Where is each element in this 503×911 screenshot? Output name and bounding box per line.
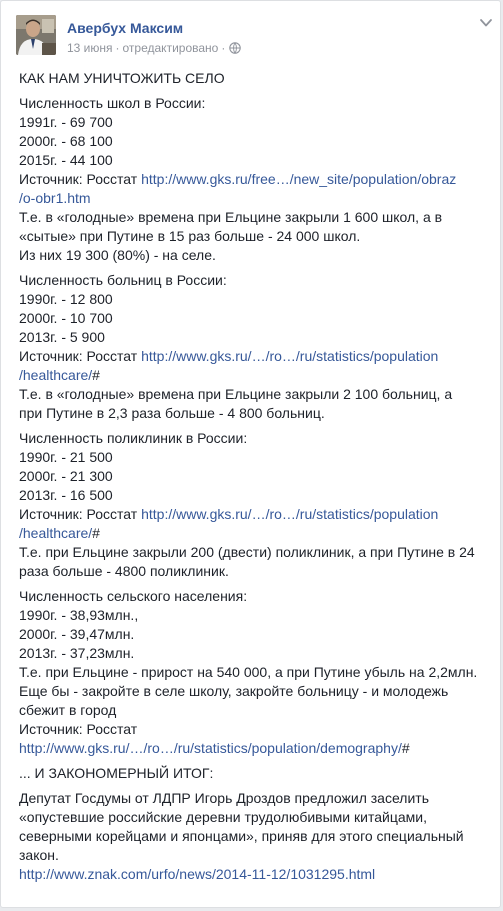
clinics-source-line-2 <box>19 524 495 543</box>
rural-source-line <box>19 739 495 758</box>
clinics-row: 1990г. - 21 500 <box>19 449 113 465</box>
hospitals-note: Т.е. в «голодные» времена при Ельцине закрыли 2 100 больниц, а <box>19 386 453 402</box>
rural-note: Еще бы - закройте в селе школу, закройте больницу - и молодежь <box>19 683 449 699</box>
rural-source-label: Источник: Росстат <box>19 721 138 737</box>
source-label: Источник: Росстат <box>19 348 142 364</box>
hospitals-row: 2013г. - 5 900 <box>19 329 105 345</box>
post-meta <box>67 41 241 58</box>
rural-source-link[interactable]: http://www.gks.ru/…/ro…/ru/statistics/population/demography/ <box>19 740 402 756</box>
post-title-paragraph <box>19 69 495 88</box>
final-text: закон. <box>19 847 59 863</box>
edited-label[interactable]: отредактировано <box>122 41 219 55</box>
schools-section <box>19 94 495 265</box>
hospitals-note: при Путине в 2,3 раза больше - 4 800 больниц. <box>19 405 325 421</box>
clinics-row: 2013г. - 16 500 <box>19 487 113 503</box>
hospitals-source-line-2 <box>19 366 495 385</box>
schools-source-line <box>19 170 495 189</box>
schools-note: Из них 19 300 (80%) - на селе. <box>19 247 216 263</box>
source-label: Источник: Росстат <box>19 171 142 187</box>
hospitals-source-line <box>19 347 495 366</box>
schools-source-link-continued[interactable]: /o-obr1.htm <box>19 190 91 206</box>
schools-source-link[interactable]: http://www.gks.ru/free…/new_site/population/obraz <box>141 171 457 187</box>
clinics-note: раза больше - 4800 поликлиник. <box>19 563 229 579</box>
post-title: КАК НАМ УНИЧТОЖИТЬ СЕЛО <box>19 70 225 86</box>
avatar-photo <box>16 15 56 55</box>
hospitals-row: 2000г. - 10 700 <box>19 310 113 326</box>
globe-icon[interactable] <box>229 42 241 58</box>
clinics-section <box>19 429 495 581</box>
rural-header: Численность сельского населения: <box>19 588 248 604</box>
rural-note: Т.е. при Ельцине - прирост на 540 000, а при Путине убыль на 2,2млн. <box>19 664 478 680</box>
clinics-source-link-continued[interactable]: /healthcare/ <box>19 525 93 541</box>
rural-row: 2000г. - 39,47млн. <box>19 626 135 642</box>
schools-row: 2000г. - 68 100 <box>19 133 113 149</box>
clinics-header: Численность поликлиник в России: <box>19 430 248 446</box>
final-source-link[interactable]: http://www.znak.com/urfo/news/2014-11-12/1031295.html <box>19 866 376 882</box>
conclusion-paragraph <box>19 764 495 783</box>
schools-row: 1991г. - 69 700 <box>19 114 113 130</box>
final-link-line <box>19 865 495 884</box>
clinics-source-link[interactable]: http://www.gks.ru/…/ro…/ru/statistics/population <box>141 506 439 522</box>
clinics-note: Т.е. при Ельцине закрыли 200 (двести) поликлиник, а при Путине в 24 <box>19 544 475 560</box>
schools-source-line-2 <box>19 189 495 208</box>
avatar[interactable] <box>16 15 56 55</box>
final-section <box>19 789 495 884</box>
hospitals-source-link[interactable]: http://www.gks.ru/…/ro…/ru/statistics/population <box>141 348 439 364</box>
final-text: «опустевшие российские деревни трудолюбивыми китайцами, <box>19 809 427 825</box>
hospitals-header: Численность больниц в России: <box>19 272 227 288</box>
schools-header: Численность школ в России: <box>19 95 206 111</box>
hash-text: # <box>401 740 410 756</box>
hospitals-row: 1990г. - 12 800 <box>19 291 113 307</box>
hash-text: # <box>92 367 100 383</box>
clinics-row: 2000г. - 21 300 <box>19 468 113 484</box>
hash-text: # <box>92 525 100 541</box>
final-text: Депутат Госдумы от ЛДПР Игорь Дроздов предложил заселить <box>19 790 429 806</box>
conclusion-heading: ... И ЗАКОНОМЕРНЫЙ ИТОГ: <box>19 765 214 781</box>
post-body <box>19 69 495 890</box>
post-date[interactable]: 13 июня <box>67 41 113 55</box>
rural-row: 2013г. - 37,23млн. <box>19 645 135 661</box>
schools-note: Т.е. в «голодные» времена при Ельцине закрыли 1 600 школ, а в <box>19 209 443 225</box>
hospitals-section <box>19 271 495 423</box>
final-text: северными корейцами и японцами», приняв для этого специальный <box>19 828 464 844</box>
hospitals-source-link-continued[interactable]: /healthcare/ <box>19 367 93 383</box>
meta-separator: · <box>115 41 120 55</box>
source-label: Источник: Росстат <box>19 506 142 522</box>
rural-section <box>19 587 495 758</box>
rural-row: 1990г. - 38,93млн., <box>19 607 139 623</box>
meta-separator: · <box>221 41 226 55</box>
schools-row: 2015г. - 44 100 <box>19 152 113 168</box>
clinics-source-line <box>19 505 495 524</box>
rural-note: сбежит в город <box>19 702 117 718</box>
author-name[interactable]: Авербух Максим <box>67 20 184 36</box>
schools-note: «сытые» при Путине в 15 раз больше - 24 000 школ. <box>19 228 361 244</box>
chevron-down-icon[interactable] <box>479 17 493 29</box>
